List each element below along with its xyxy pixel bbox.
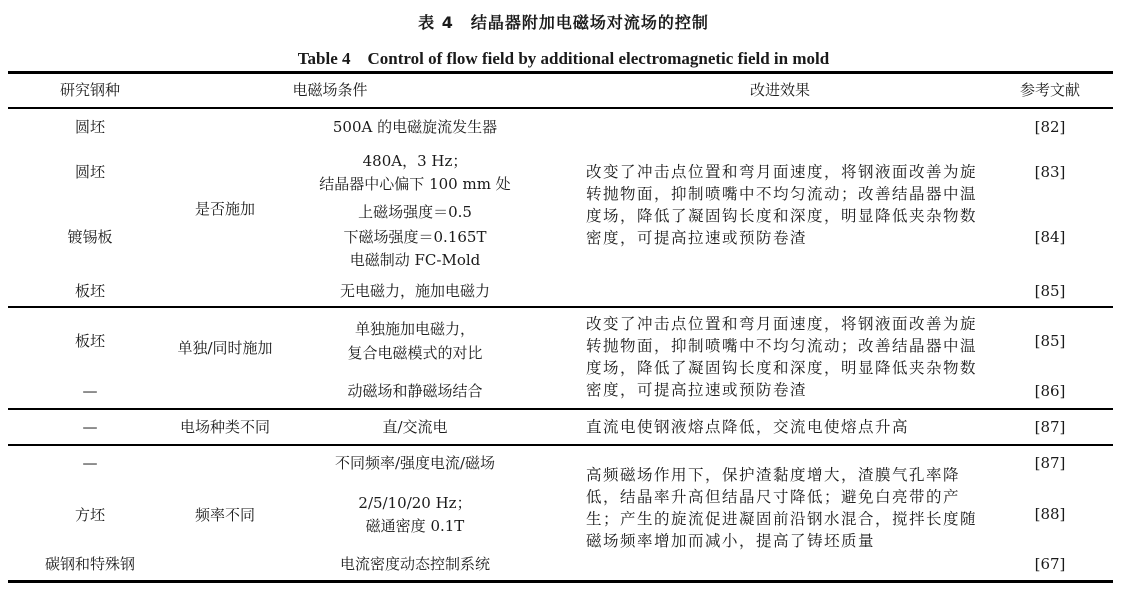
condition-cell: 不同频率/强度电流/磁场: [334, 454, 496, 472]
effect-cell: 改变了冲击点位置和弯月面速度，将钢液面改善为旋转抛物面，抑制喷嘴中不均匀流动；改善结晶器中温度场，降低了凝固钩长度和深度，明显降低夹杂物数密度，可提高拉速或预防卷渣: [586, 163, 978, 247]
condition-cell: 上磁场强度＝0.5: [358, 203, 472, 221]
steel-cell: 镀锡板: [67, 228, 113, 246]
condition-cell: 电流密度动态控制系统: [339, 555, 490, 573]
steel-cell: 板坯: [74, 332, 105, 350]
reference-cell: [86]: [1034, 382, 1066, 400]
header-condition: 电磁场条件: [292, 81, 368, 99]
bottom-rule: [8, 580, 1113, 583]
effect-cell: 直流电使钢液熔点降低，交流电使熔点升高: [586, 418, 910, 436]
steel-cell: —: [82, 454, 98, 472]
header-steel: 研究钢种: [59, 81, 120, 99]
condition-type-cell: 频率不同: [194, 506, 255, 524]
reference-cell: [82]: [1034, 118, 1066, 136]
header-rule: [8, 107, 1113, 109]
condition-cell: 磁通密度 0.1T: [365, 517, 465, 535]
reference-cell: [88]: [1034, 505, 1066, 523]
condition-cell: 直/交流电: [382, 418, 448, 436]
steel-cell: —: [82, 382, 98, 400]
group-divider-3: [8, 444, 1113, 446]
reference-cell: [83]: [1034, 163, 1066, 181]
condition-cell: 电磁制动 FC-Mold: [349, 251, 481, 269]
condition-type-cell: 单独/同时施加: [177, 339, 273, 357]
steel-cell: 方坯: [74, 506, 105, 524]
condition-type-cell: 电场种类不同: [179, 418, 270, 436]
table-caption-chinese: 表 4 结晶器附加电磁场对流场的控制: [418, 13, 709, 32]
steel-cell: 圆坯: [74, 118, 105, 136]
condition-cell: 动磁场和静磁场结合: [347, 382, 483, 400]
condition-cell: 单独施加电磁力，: [354, 320, 475, 338]
condition-cell: 无电磁力，施加电磁力: [339, 282, 490, 300]
condition-cell: 复合电磁模式的对比: [347, 344, 483, 362]
reference-cell: [85]: [1034, 332, 1066, 350]
reference-cell: [67]: [1034, 555, 1066, 573]
reference-cell: [87]: [1034, 418, 1066, 436]
header-effect: 改进效果: [749, 81, 810, 99]
reference-cell: [84]: [1034, 228, 1066, 246]
condition-cell: 500A 的电磁旋流发生器: [332, 118, 498, 136]
condition-cell: 2/5/10/20 Hz；: [358, 494, 472, 512]
steel-cell: —: [82, 418, 98, 436]
condition-cell: 结晶器中心偏下 100 mm 处: [319, 175, 511, 193]
steel-cell: 圆坯: [74, 163, 105, 181]
effect-cell: 改变了冲击点位置和弯月面速度，将钢液面改善为旋转抛物面，抑制喷嘴中不均匀流动；改善结晶器中温度场，降低了凝固钩长度和深度，明显降低夹杂物数密度，可提高拉速或预防卷渣: [586, 315, 978, 399]
condition-cell: 下磁场强度＝0.165T: [343, 228, 487, 246]
effect-cell: 高频磁场作用下，保护渣黏度增大，渣膜气孔率降低，结晶率升高但结晶尺寸降低；避免白亮带的产生；产生的旋流促进凝固前沿钢水混合，搅拌长度随磁场频率增加而减小，提高了铸坯质量: [586, 466, 978, 550]
steel-cell: 碳钢和特殊钢: [44, 555, 135, 573]
reference-cell: [87]: [1034, 454, 1066, 472]
table-caption-english: Table 4 Control of flow field by additional electromagnetic field in mold: [297, 49, 830, 68]
group-divider-2: [8, 408, 1113, 410]
group-divider-1: [8, 306, 1113, 308]
condition-type-cell: 是否施加: [194, 200, 255, 218]
steel-cell: 板坯: [74, 282, 105, 300]
condition-cell: 480A，3 Hz；: [362, 152, 468, 170]
header-reference: 参考文献: [1019, 81, 1080, 99]
top-rule: [8, 71, 1113, 74]
reference-cell: [85]: [1034, 282, 1066, 300]
